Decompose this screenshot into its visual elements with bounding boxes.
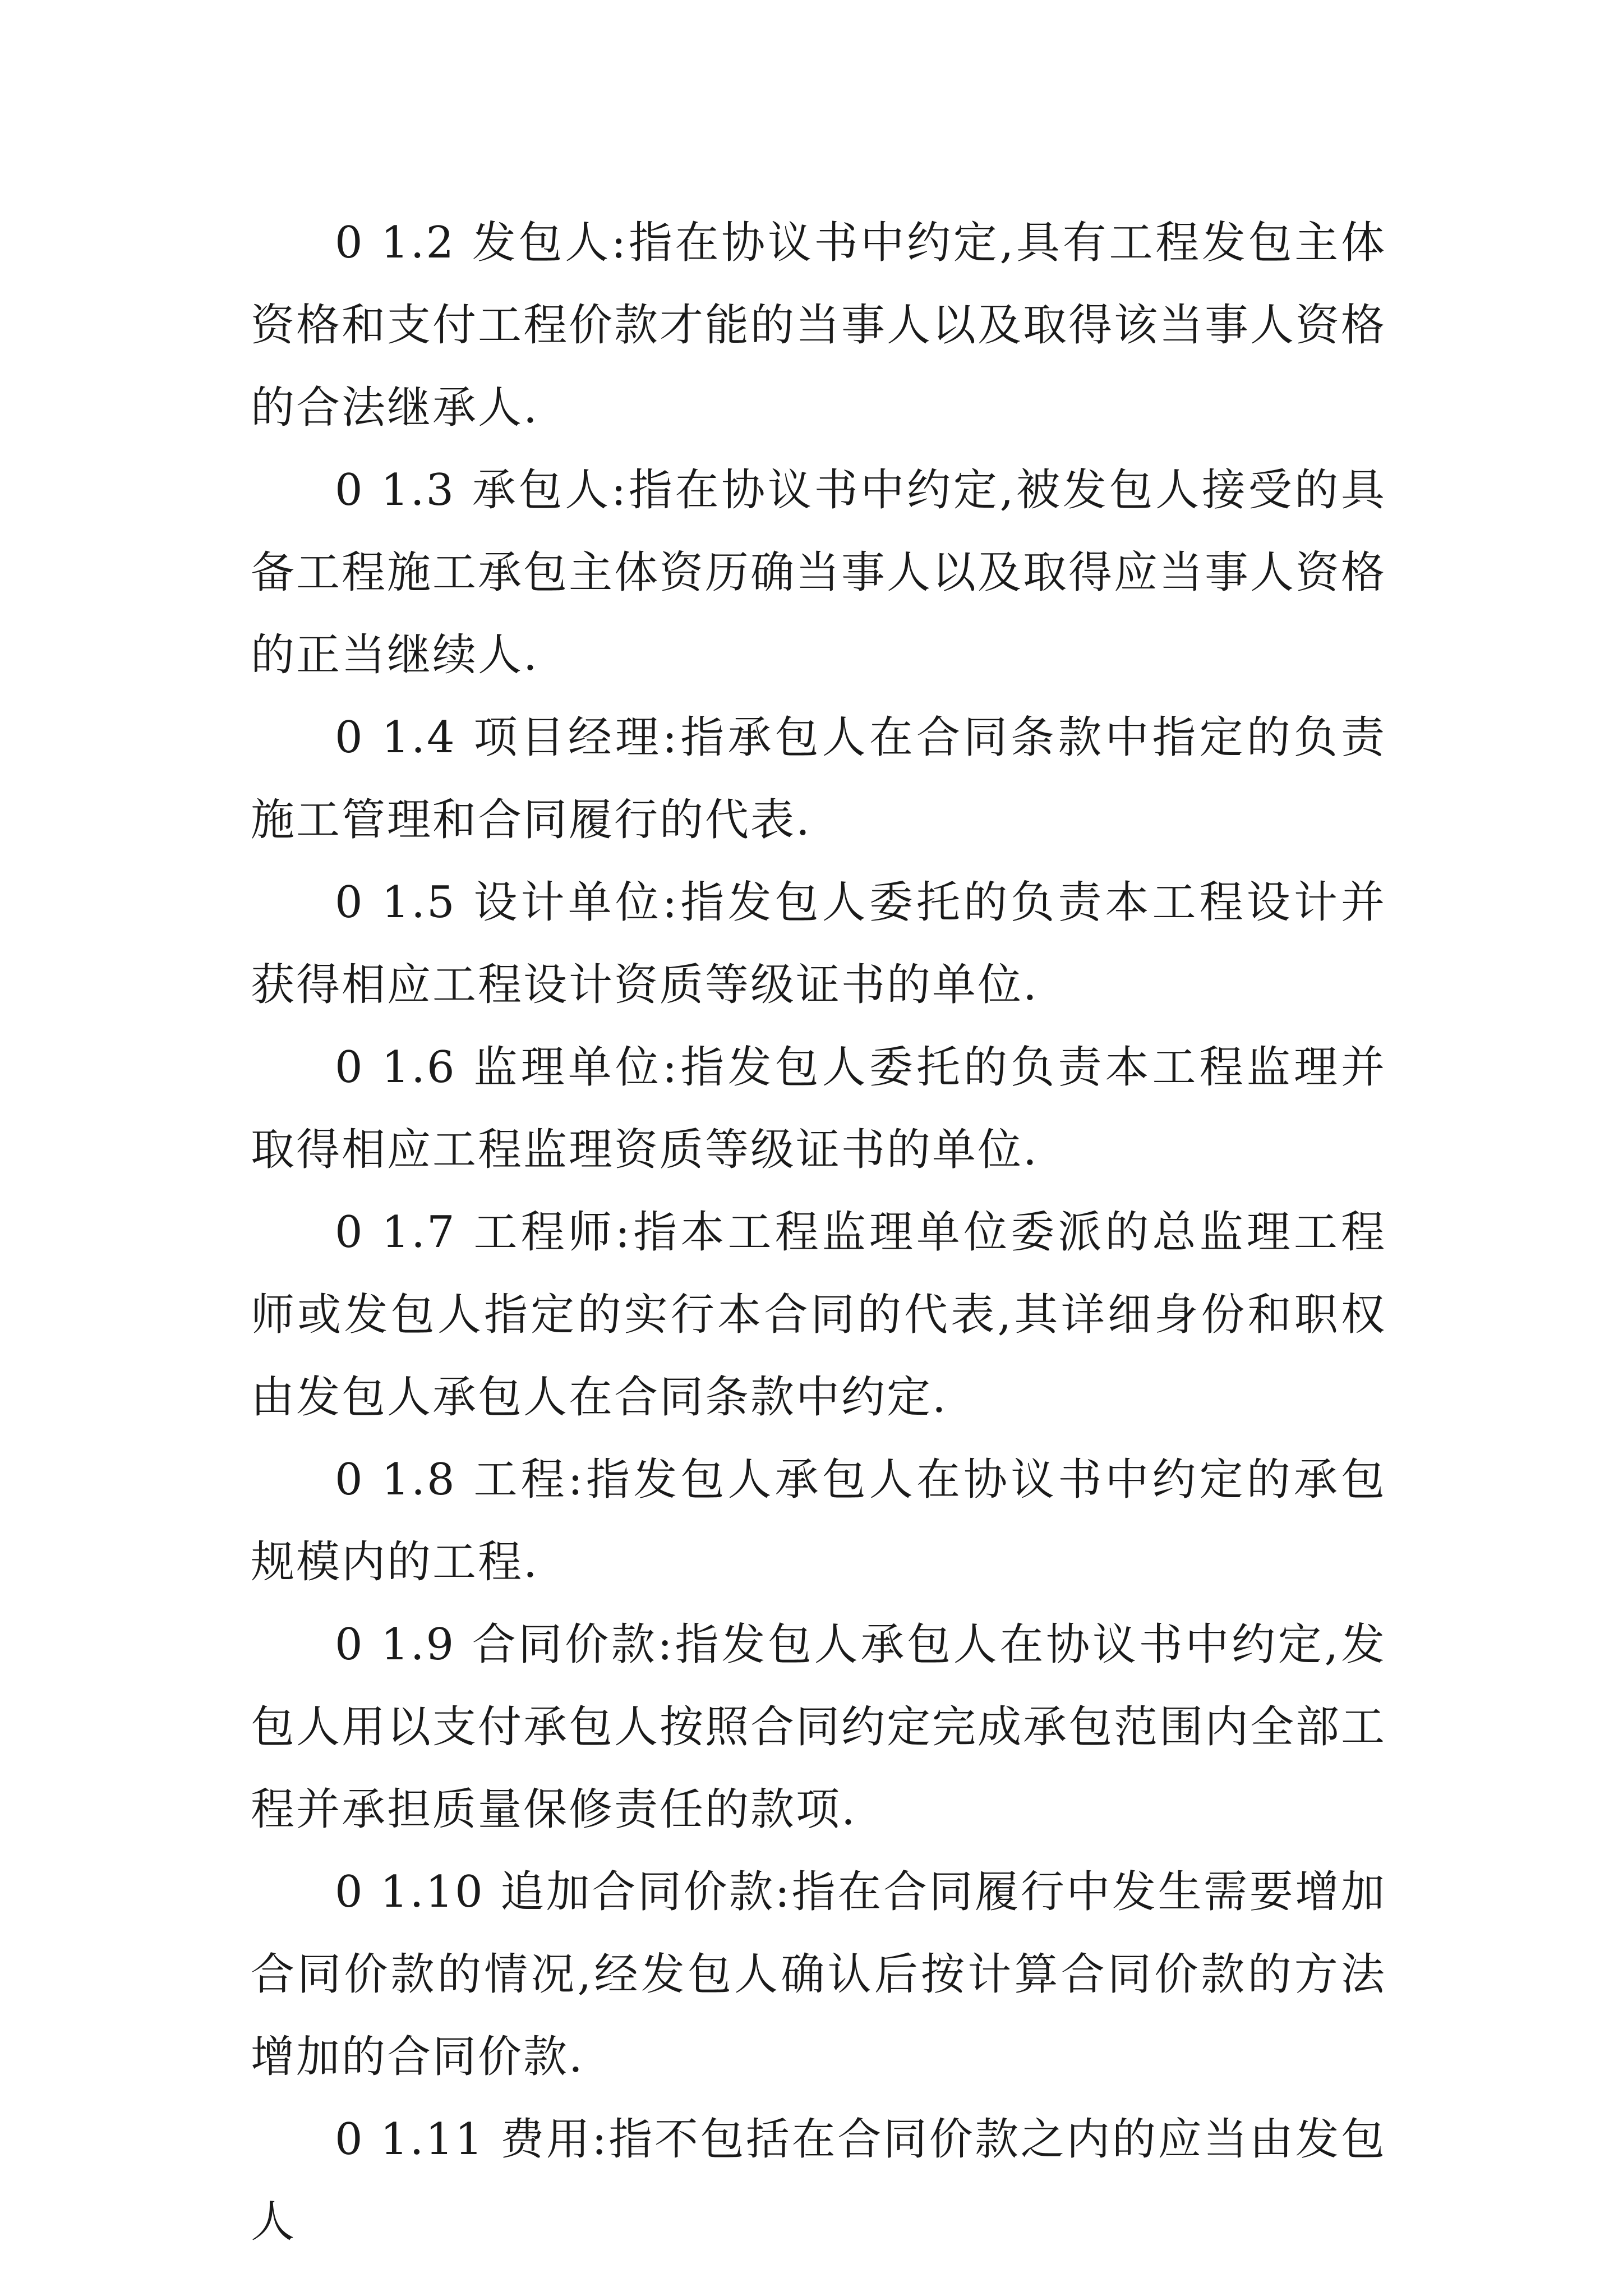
clause-1-11 bbox=[251, 2099, 1386, 2263]
clause-1-10 bbox=[251, 1851, 1386, 2099]
clause-1-5 bbox=[251, 862, 1386, 1027]
clause-number: 0 1.11 bbox=[335, 2114, 485, 2165]
clause-1-4 bbox=[251, 697, 1386, 862]
clause-number: 0 1.5 bbox=[335, 877, 457, 928]
clause-text: 费用:指不包括在合同价款之内的应当由发包人 bbox=[251, 2114, 1386, 2247]
clause-text: 项目经理:指承包人在合同条款中指定的负责施工管理和合同履行的代表. bbox=[251, 712, 1387, 845]
clause-text: 监理单位:指发包人委托的负责本工程监理并取得相应工程监理资质等级证书的单位. bbox=[251, 1042, 1387, 1175]
clause-1-8 bbox=[251, 1439, 1386, 1604]
clause-1-6 bbox=[251, 1027, 1386, 1191]
clause-1-3 bbox=[251, 449, 1386, 697]
clause-text: 追加合同价款:指在合同履行中发生需要增加合同价款的情况,经发包人确认后按计算合同价款的方法增加的合同价款. bbox=[251, 1867, 1386, 2082]
clause-text: 工程师:指本工程监理单位委派的总监理工程师或发包人指定的实行本合同的代表,其详细身份和职权由发包人承包人在合同条款中约定. bbox=[251, 1207, 1387, 1423]
clause-number: 0 1.3 bbox=[335, 465, 456, 516]
document-page bbox=[251, 202, 1386, 2263]
clause-1-9 bbox=[251, 1604, 1386, 1851]
clause-text: 工程:指发包人承包人在协议书中约定的承包规模内的工程. bbox=[251, 1455, 1387, 1588]
clause-number: 0 1.2 bbox=[335, 218, 456, 268]
clause-text: 设计单位:指发包人委托的负责本工程设计并获得相应工程设计资质等级证书的单位. bbox=[251, 877, 1387, 1010]
clause-text: 承包人:指在协议书中约定,被发包人接受的具备工程施工承包主体资历确当事人以及取得应当事人资格的正当继续人. bbox=[251, 465, 1387, 680]
clause-text: 发包人:指在协议书中约定,具有工程发包主体资格和支付工程价款才能的当事人以及取得该当事人资格的合法继承人. bbox=[251, 218, 1387, 433]
clause-number: 0 1.8 bbox=[335, 1455, 457, 1505]
clause-1-7 bbox=[251, 1191, 1386, 1439]
clause-number: 0 1.7 bbox=[335, 1207, 457, 1258]
clause-1-2 bbox=[251, 202, 1386, 449]
clause-number: 0 1.6 bbox=[335, 1042, 457, 1093]
clause-number: 0 1.9 bbox=[335, 1619, 456, 1670]
clause-number: 0 1.10 bbox=[335, 1867, 485, 1917]
clause-number: 0 1.4 bbox=[335, 712, 457, 763]
clause-text: 合同价款:指发包人承包人在协议书中约定,发包人用以支付承包人按照合同约定完成承包范围内全部工程并承担质量保修责任的款项. bbox=[251, 1619, 1387, 1835]
